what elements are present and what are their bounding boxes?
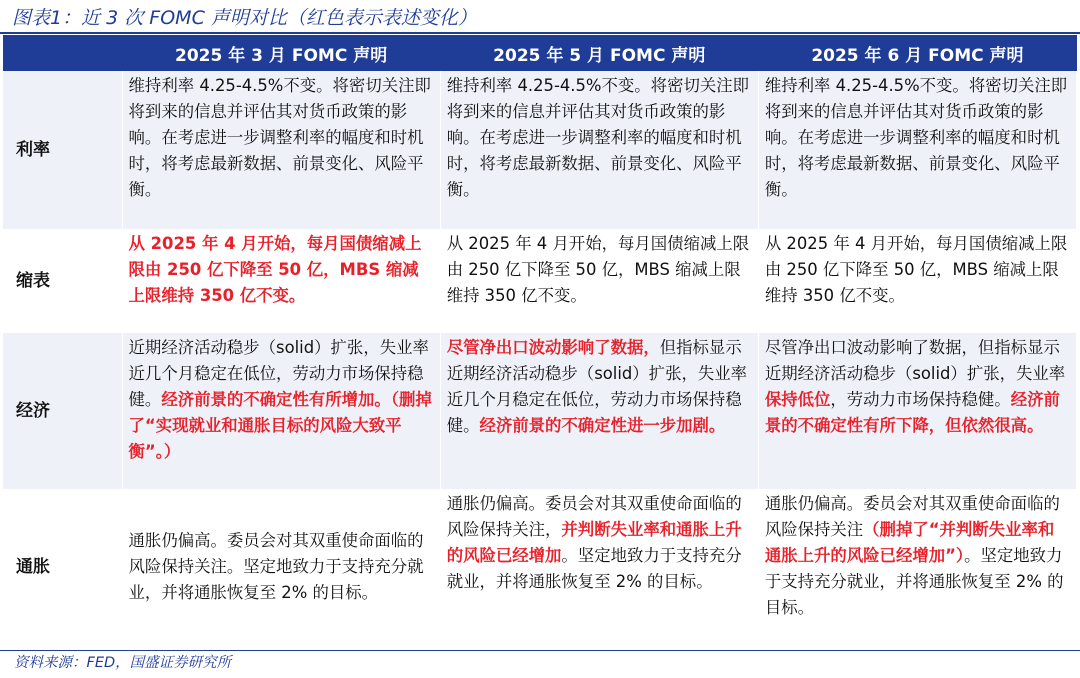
changed-text: 保持低位: [764, 390, 831, 409]
figure-title: 图表1：近 3 次 FOMC 声明对比（红色表示表述变化）: [12, 7, 477, 29]
statement-text: 通胀仍偏高。委员会对其双重使命面临的风险保持关注，: [446, 494, 742, 539]
changed-text: 经济前景的不确定性有所下降，但依然很高。: [764, 390, 1060, 435]
statement-text: 但指标显示近期经济活动稳步（solid）扩张，失业率近几个月稳定在低位，劳动力市场保持稳健。: [446, 338, 748, 435]
table-cell: [440, 229, 758, 333]
statement-text: 通胀仍偏高。委员会对其双重使命面临的风险保持关注: [764, 494, 1060, 539]
statement-text: 从 2025 年 4 月开始，每月国债缩减上限由 250 亿下降至 50 亿，MBS 缩减上限维持 350 亿不变。: [764, 234, 1068, 305]
statement-text: 维持利率 4.25-4.5%不变。将密切关注即将到来的信息并评估其对货币政策的影响。在考虑进一步调整利率的幅度和时机时，将考虑最新数据、前景变化、风险平衡。: [764, 76, 1068, 199]
statement-text: 。坚定地致力于支持充分就业，并将通胀恢复至 2% 的目标。: [446, 546, 742, 591]
statement-text: 从 2025 年 4 月开始，每月国债缩减上限由 250 亿下降至 50 亿，MBS 缩减上限维持 350 亿不变。: [446, 234, 750, 305]
source-divider: [0, 650, 1080, 651]
statement-text: 维持利率 4.25-4.5%不变。将密切关注即将到来的信息并评估其对货币政策的影响。在考虑进一步调整利率的幅度和时机时，将考虑最新数据、前景变化、风险平衡。: [446, 76, 750, 199]
changed-text: （删掉了“并判断失业率和通胀上升的风险已经增加”）: [764, 520, 1055, 565]
header-blank-cell: [3, 35, 122, 71]
table-cell: [758, 333, 1076, 489]
table-cell: [758, 229, 1076, 333]
table-header-row: [3, 35, 1077, 71]
statement-text: 通胀仍偏高。委员会对其双重使命面临的风险保持关注。坚定地致力于支持充分就业，并将通胀恢复至 2% 的目标。: [128, 531, 424, 602]
table-cell: [758, 71, 1076, 229]
table-cell: [122, 489, 440, 645]
table-cell: [440, 489, 758, 645]
statement-text: ，劳动力市场保持稳健。: [830, 390, 1011, 409]
statement-text: 近期经济活动稳步（solid）扩张，失业率近几个月稳定在低位，劳动力市场保持稳健。: [128, 338, 429, 409]
title-divider: [0, 32, 1080, 34]
changed-text: 经济前景的不确定性进一步加剧。: [479, 416, 726, 435]
statement-text: 维持利率 4.25-4.5%不变。将密切关注即将到来的信息并评估其对货币政策的影响。在考虑进一步调整利率的幅度和时机时，将考虑最新数据、前景变化、风险平衡。: [128, 76, 431, 199]
fomc-comparison-table: [3, 35, 1077, 645]
table-row-economy: [3, 333, 1077, 489]
row-label: 经济: [3, 333, 122, 489]
changed-text: 尽管净出口波动影响了数据，: [446, 338, 660, 357]
source-note: 资料来源：FED，国盛证券研究所: [14, 655, 232, 671]
table-row-rate: [3, 71, 1077, 229]
column-header: 2025 年 3 月 FOMC 声明: [122, 35, 440, 71]
table-cell: [440, 71, 758, 229]
row-label: 利率: [3, 71, 122, 229]
table-cell: [758, 489, 1076, 645]
table-cell: [122, 229, 440, 333]
changed-text: 从 2025 年 4 月开始，每月国债缩减上限由 250 亿下降至 50 亿，MBS 缩减上限维持 350 亿不变。: [128, 234, 422, 305]
table-row-balance-sheet: [3, 229, 1077, 333]
row-label: 通胀: [3, 489, 122, 645]
statement-text: 尽管净出口波动影响了数据，但指标显示近期经济活动稳步（solid）扩张，失业率: [764, 338, 1066, 383]
changed-text: 经济前景的不确定性有所增加。（删掉了“实现就业和通胀目标的风险大致平衡”。）: [128, 390, 432, 461]
column-header: 2025 年 6 月 FOMC 声明: [758, 35, 1076, 71]
row-label: 缩表: [3, 229, 122, 333]
statement-text: 。坚定地致力于支持充分就业，并将通胀恢复至 2% 的目标。: [764, 546, 1064, 617]
column-header: 2025 年 5 月 FOMC 声明: [440, 35, 758, 71]
table-cell: [122, 71, 440, 229]
table-cell: [440, 333, 758, 489]
table-cell: [122, 333, 440, 489]
table-row-inflation: [3, 489, 1077, 645]
changed-text: 并判断失业率和通胀上升的风险已经增加: [446, 520, 742, 565]
